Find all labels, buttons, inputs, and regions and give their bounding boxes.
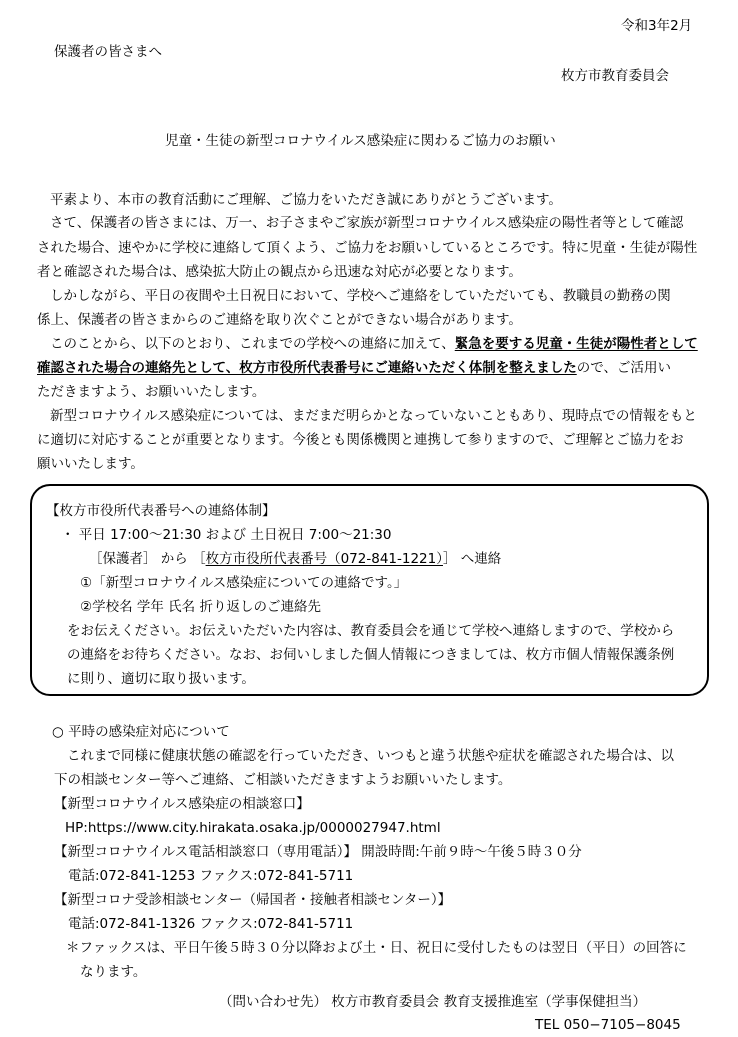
contact-info: （問い合わせ先） 枚方市教育委員会 教育支援推進室（学事保健担当）: [219, 994, 647, 1010]
emphasis-text: 確認された場合の連絡先として、枚方市役所代表番号にご連絡いただく体制を整えました: [37, 360, 577, 376]
box-heading: 【枚方市役所代表番号への連絡体制】: [46, 503, 276, 519]
fax-note: ＊ファックスは、平日午後５時３０分以降および土・日、祝日に受付したものは翌日（平日）の回答に: [66, 940, 687, 956]
consult-phone: 電話:072-841-1326 ファクス:072-841-5711: [68, 916, 354, 932]
recipient: 保護者の皆さまへ: [54, 44, 162, 60]
paragraph-line: 願いいたします。: [37, 456, 144, 472]
route-text: ［保護者］ から ［: [89, 551, 206, 567]
section-heading: ○ 平時の感染症対応について: [52, 724, 230, 740]
route-text: ］ へ連絡: [442, 551, 502, 567]
fax-note: なります。: [80, 964, 147, 980]
emphasis-text: 緊急を要する児童・生徒が陽性者として: [454, 336, 698, 352]
paragraph-line: [50, 336, 698, 352]
box-item-2: ②学校名 学年 氏名 折り返しのご連絡先: [80, 599, 321, 615]
paragraph-line: 者と確認された場合は、感染拡大防止の観点から迅速な対応が必要となります。: [37, 264, 522, 280]
consult-title: 【新型コロナウイルス電話相談窓口（専用電話）】 開設時間:午前９時～午後５時３０分: [54, 844, 582, 860]
consult-title: 【新型コロナ受診相談センター（帰国者・接触者相談センター）】: [54, 892, 452, 908]
paragraph-line: [37, 360, 671, 376]
paragraph-text: このことから、以下のとおり、これまでの学校への連絡に加えて、: [50, 336, 455, 352]
paragraph-line: された場合、速やかに学校に連絡して頂くよう、ご協力をお願いしているところです。特に児童・生徒が陽性: [37, 240, 698, 256]
document-title: 児童・生徒の新型コロナウイルス感染症に関わるご協力のお願い: [165, 133, 556, 149]
box-note-line: をお伝えください。お伝えいただいた内容は、教育委員会を通じて学校へ連絡しますので、学校から: [67, 623, 675, 639]
city-hall-number: 枚方市役所代表番号（072-841-1221）: [205, 551, 443, 567]
paragraph-line: ただきますよう、お願いいたします。: [37, 384, 266, 400]
paragraph-line: 新型コロナウイルス感染症については、まだまだ明らかとなっていないこともあり、現時点での情報をもと: [50, 408, 697, 424]
paragraph-line: さて、保護者の皆さまには、万一、お子さまやご家族が新型コロナウイルス感染症の陽性者等として確認: [50, 215, 684, 231]
paragraph-text: ので、ご活用い: [576, 360, 671, 376]
box-item-1: ①「新型コロナウイルス感染症についての連絡です。」: [80, 575, 408, 591]
box-note-line: の連絡をお待ちください。なお、お伺いしました個人情報につきましては、枚方市個人情報保護条例: [67, 647, 675, 663]
paragraph-line: に適切に対応することが重要となります。今後とも関係機関と連携して参りますので、ご理解とご協力をお: [37, 432, 684, 448]
consult-phone: 電話:072-841-1253 ファクス:072-841-5711: [68, 868, 354, 884]
contact-tel: TEL 050−7105−8045: [535, 1017, 681, 1033]
consult-title: 【新型コロナウイルス感染症の相談窓口】: [54, 796, 310, 812]
section-text: 下の相談センター等へご連絡、ご相談いただきますようお願いいたします。: [54, 772, 512, 788]
box-route: [89, 551, 501, 567]
paragraph-line: 係上、保護者の皆さまからのご連絡を取り次ぐことができない場合があります。: [37, 312, 522, 328]
paragraph-line: 平素より、本市の教育活動にご理解、ご協力をいただき誠にありがとうございます。: [50, 192, 562, 208]
document-date: 令和3年2月: [621, 18, 693, 34]
consult-url[interactable]: HP:https://www.city.hirakata.osaka.jp/0000027947.html: [65, 820, 441, 836]
box-note-line: に則り、適切に取り扱います。: [67, 671, 255, 687]
sender: 枚方市教育委員会: [561, 68, 669, 84]
box-hours: ・ 平日 17:00～21:30 および 土日祝日 7:00～21:30: [61, 527, 392, 543]
section-text: これまで同様に健康状態の確認を行っていただき、いつもと違う状態や症状を確認された場合は、以: [67, 748, 674, 764]
paragraph-line: しかしながら、平日の夜間や土日祝日において、学校へご連絡をしていただいても、教職員の勤務の関: [50, 288, 671, 304]
